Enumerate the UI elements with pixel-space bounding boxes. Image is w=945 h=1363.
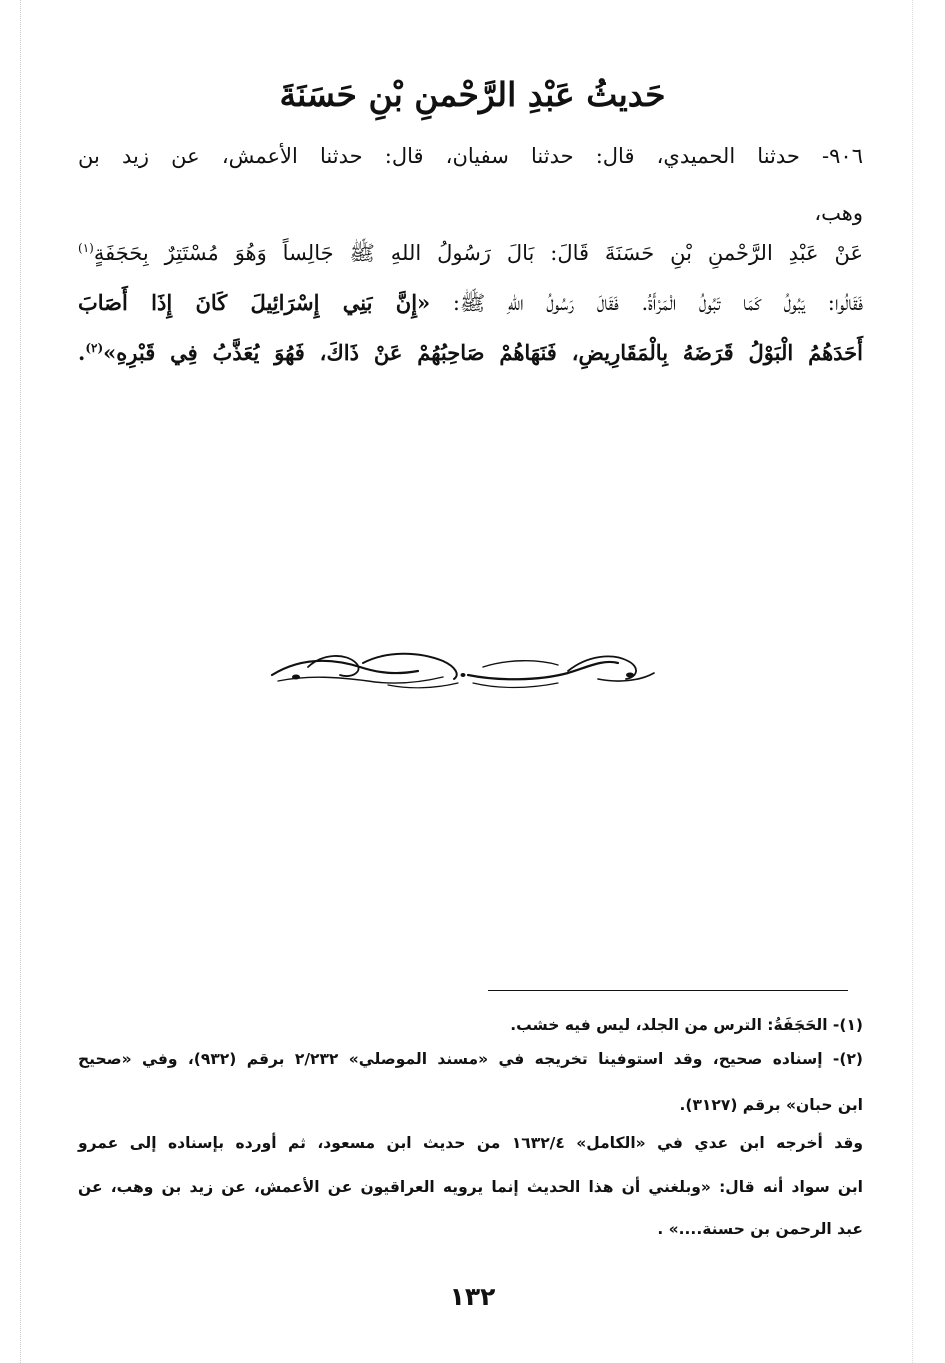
footnote-2-line-1: (٢)- إسناده صحيح، وقد استوفينا تخريجه في «مسند الموصلي» ٢/٢٣٢ برقم (٩٣٢)، وفي «صحيح [78,1050,863,1068]
hadith-matn-line-3 [78,333,863,373]
hadith-matn-text-1: عَنْ عَبْدِ الرَّحْمنِ بْنِ حَسَنَةَ قَالَ: بَالَ رَسُولُ اللهِ ﷺ جَالِساً وَهُوَ مُسْتَتِرٌ بِحَجَفَةٍ [93,241,863,265]
footnote-ref-1: (١) [78,241,94,255]
hadith-isnad-line: ٩٠٦- حدثنا الحميدي، قال: حدثنا سفيان، قال: حدثنا الأعمش، عن زيد بن [78,144,863,168]
footnote-2-line-2: ابن حبان» برقم (٣١٢٧). [679,1096,863,1114]
hadith-end-period: . [78,340,86,365]
hadith-prophetic-speech-end: أَحَدَهُمُ الْبَوْلُ قَرَضَهُ بِالْمَقَارِيضِ، فَنَهَاهُمْ صَاحِبُهُمْ عَنْ ذَاكَ، فَهُوَ يُعَذَّبُ فِي قَبْرِهِ» [103,340,863,365]
footnote-1: (١)- الحَجَفَةُ: الترس من الجلد، ليس فيه خشب. [510,1016,863,1034]
hadith-isnad-continuation: وهب، [814,201,863,225]
hadith-prophetic-speech-start: «إِنَّ بَنِي إِسْرَائِيلَ كَانَ إِذَا أَصَابَ [78,290,431,315]
footnote-2-line-5: عبد الرحمن بن حسنة....» . [657,1220,863,1238]
page-number: ١٣٢ [449,1282,496,1311]
footnote-2-line-4: ابن سواد أنه قال: «وبلغني أن هذا الحديث إنما يرويه العراقيون عن الأعمش، عن زيد بن وهب، عن [78,1178,863,1196]
hadith-matn-line-2 [78,283,863,323]
footnote-2-line-3: وقد أخرجه ابن عدي في «الكامل» ١٦٣٢/٤ من حديث ابن مسعود، ثم أورده بإسناده إلى عمرو [78,1134,863,1152]
scan-fold-line-right [912,0,913,1363]
calligraphic-divider-icon [268,645,658,695]
chapter-title: حَديثُ عَبْدِ الرَّحْمنِ بْنِ حَسَنَةَ [279,75,666,114]
footnote-separator-rule [488,990,848,991]
footnote-ref-2: (٢) [85,341,104,355]
scan-fold-line [20,0,21,1363]
hadith-matn-text-2: فَقَالُوا: يَبُولُ كَمَا تَبُولُ الْمَرْأَةُ. فَقَالَ رَسُولُ اللهِ ﷺ: [452,291,863,315]
hadith-matn-line-1 [78,233,863,273]
